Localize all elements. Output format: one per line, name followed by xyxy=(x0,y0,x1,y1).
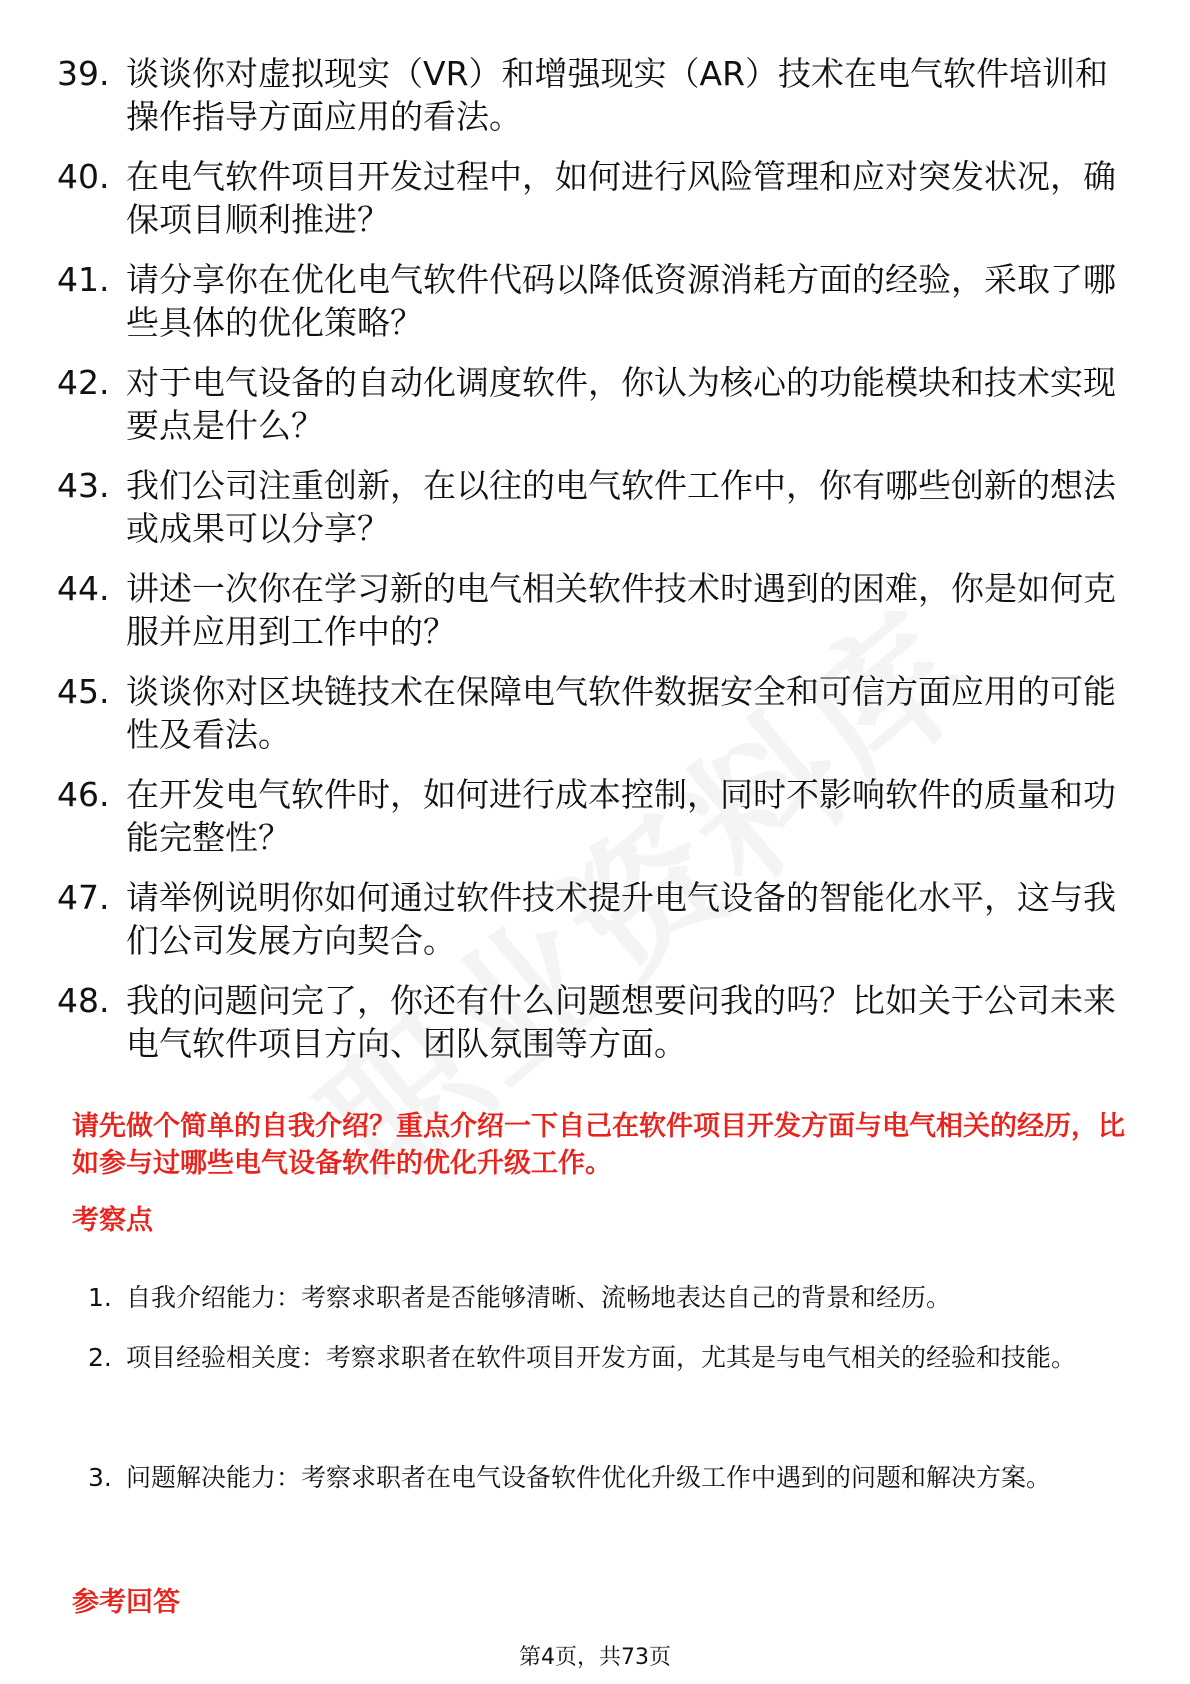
question-text: 在电气软件项目开发过程中，如何进行风险管理和应对突发状况，确保项目顺利推进？ xyxy=(126,157,1116,239)
question-number: 47. xyxy=(57,878,110,917)
reference-answer-heading: 参考回答 xyxy=(72,1587,180,1618)
assessment-number: 1. xyxy=(88,1283,112,1312)
question-number: 41. xyxy=(57,260,110,299)
question-item xyxy=(0,567,1190,670)
question-item xyxy=(0,361,1190,464)
question-item xyxy=(0,876,1190,979)
question-item xyxy=(0,52,1190,155)
interview-prompt: 请先做个简单的自我介绍？重点介绍一下自己在软件项目开发方面与电气相关的经历，比如参与过哪些电气设备软件的优化升级工作。 xyxy=(72,1111,1125,1179)
question-text: 请举例说明你如何通过软件技术提升电气设备的智能化水平，这与我们公司发展方向契合。 xyxy=(126,878,1116,960)
assessment-text: 自我介绍能力：考察求职者是否能够清晰、流畅地表达自己的背景和经历。 xyxy=(126,1283,952,1312)
question-text: 谈谈你对区块链技术在保障电气软件数据安全和可信方面应用的可能性及看法。 xyxy=(126,672,1116,754)
assessment-heading: 考察点 xyxy=(72,1205,153,1236)
question-text: 我们公司注重创新，在以往的电气软件工作中，你有哪些创新的想法或成果可以分享？ xyxy=(126,466,1116,548)
question-number: 44. xyxy=(57,569,110,608)
question-item xyxy=(0,670,1190,773)
question-text: 对于电气设备的自动化调度软件，你认为核心的功能模块和技术实现要点是什么？ xyxy=(126,363,1116,445)
question-item xyxy=(0,979,1190,1082)
question-number: 43. xyxy=(57,466,110,505)
question-number: 40. xyxy=(57,157,110,196)
question-item xyxy=(0,464,1190,567)
question-number: 39. xyxy=(57,54,110,93)
question-item xyxy=(0,155,1190,258)
assessment-list xyxy=(0,1268,1190,1568)
question-number: 46. xyxy=(57,775,110,814)
page-footer: 第4页，共73页 xyxy=(519,1645,671,1670)
question-number: 45. xyxy=(57,672,110,711)
assessment-text: 问题解决能力：考察求职者在电气设备软件优化升级工作中遇到的问题和解决方案。 xyxy=(126,1463,1052,1492)
assessment-number: 3. xyxy=(88,1463,112,1492)
assessment-text: 项目经验相关度：考察求职者在软件项目开发方面，尤其是与电气相关的经验和技能。 xyxy=(126,1343,1077,1372)
question-list xyxy=(0,52,1190,1082)
question-number: 48. xyxy=(57,981,110,1020)
question-text: 在开发电气软件时，如何进行成本控制，同时不影响软件的质量和功能完整性？ xyxy=(126,775,1116,857)
question-text: 讲述一次你在学习新的电气相关软件技术时遇到的困难，你是如何克服并应用到工作中的？ xyxy=(126,569,1116,651)
question-text: 请分享你在优化电气软件代码以降低资源消耗方面的经验，采取了哪些具体的优化策略？ xyxy=(126,260,1116,342)
question-text: 谈谈你对虚拟现实（VR）和增强现实（AR）技术在电气软件培训和操作指导方面应用的看法。 xyxy=(126,54,1109,136)
assessment-item xyxy=(0,1328,1190,1448)
assessment-number: 2. xyxy=(88,1343,112,1372)
assessment-item xyxy=(0,1268,1190,1328)
question-item xyxy=(0,258,1190,361)
question-text: 我的问题问完了，你还有什么问题想要问我的吗？比如关于公司未来电气软件项目方向、团队氛围等方面。 xyxy=(126,981,1116,1063)
question-number: 42. xyxy=(57,363,110,402)
assessment-item xyxy=(0,1448,1190,1568)
question-item xyxy=(0,773,1190,876)
